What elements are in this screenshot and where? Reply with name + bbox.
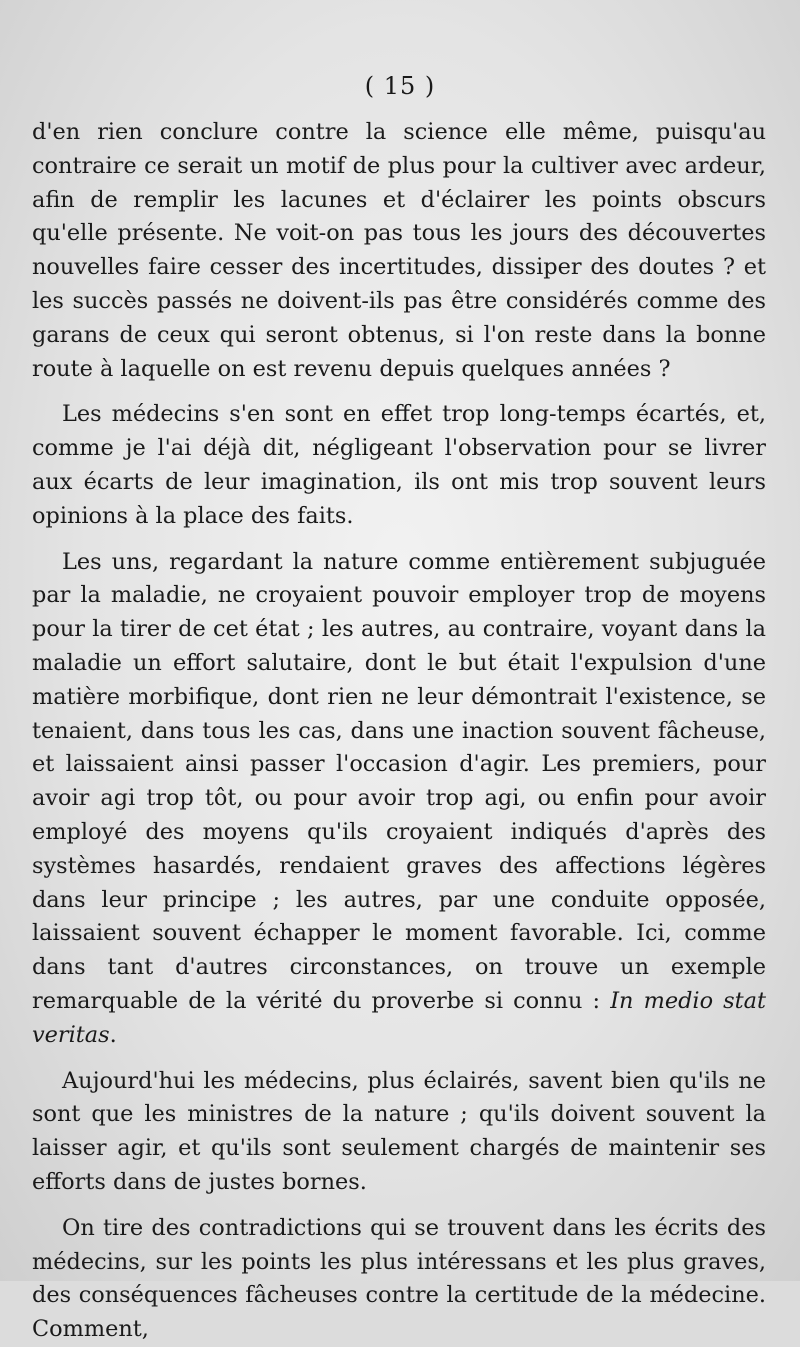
page-body-text bbox=[32, 116, 766, 1347]
paragraph: On tire des contradictions qui se trouvent dans les écrits des médecins, sur les points les plus intéressans et les plus graves, des conséquences fâcheuses contre la certitude de la médecine. Comment, bbox=[32, 1214, 766, 1343]
paragraph: Les médecins s'en sont en effet trop long-temps écartés, et, comme je l'ai déjà dit, négligeant l'observation pour se livrer aux écarts de leur imagination, ils ont mis trop souvent leurs opinions à la place des faits. bbox=[32, 401, 766, 529]
page-number: ( 15 ) bbox=[364, 72, 436, 100]
paragraph-text: Les uns, regardant la nature comme entièrement subjuguée par la maladie, ne croyaient pouvoir employer trop de moyens pour la tirer de cet état ; les autres, au contraire, voyant dans la maladie un effort salutaire, dont le but était l'expulsion d'une matière morbifique, dont rien ne leur démontrait l'existence, se tenaient, dans tous les cas, dans une inaction souvent fâcheuse, et laissaient ainsi passer l'occasion d'agir. Les premiers, pour avoir agi trop tôt, ou pour avoir trop agi, ou enfin pour avoir employé des moyens qu'ils croyaient indiqués d'après des systèmes hasardés, rendaient graves des affections légères dans leur principe ; les autres, par une conduite opposée, laissaient souvent échapper le moment favorable. Ici, comme dans tant d'autres circonstances, on trouve un exemple remarquable de la vérité du proverbe si connu : bbox=[32, 548, 766, 1014]
paragraph bbox=[32, 546, 766, 1053]
paragraph: d'en rien conclure contre la science elle même, puisqu'au contraire ce serait un motif de plus pour la cultiver avec ardeur, afin de remplir les lacunes et d'éclairer les points obscurs qu'elle présente. Ne voit-on pas tous les jours des découvertes nouvelles faire cesser des incertitudes, dissiper des doutes ? et les succès passés ne doivent-ils pas être considérés comme des garans de ceux qui seront obtenus, si l'on reste dans la bonne route à laquelle on est revenu depuis quelques années ? bbox=[32, 119, 766, 382]
paragraph-text-end: . bbox=[109, 1021, 117, 1048]
paragraph: Aujourd'hui les médecins, plus éclairés, savent bien qu'ils ne sont que les ministres de la nature ; qu'ils doivent souvent la laisser agir, et qu'ils sont seulement chargés de maintenir ses efforts dans de justes bornes. bbox=[32, 1067, 766, 1195]
latin-proverb: In medio stat veritas bbox=[32, 987, 766, 1048]
